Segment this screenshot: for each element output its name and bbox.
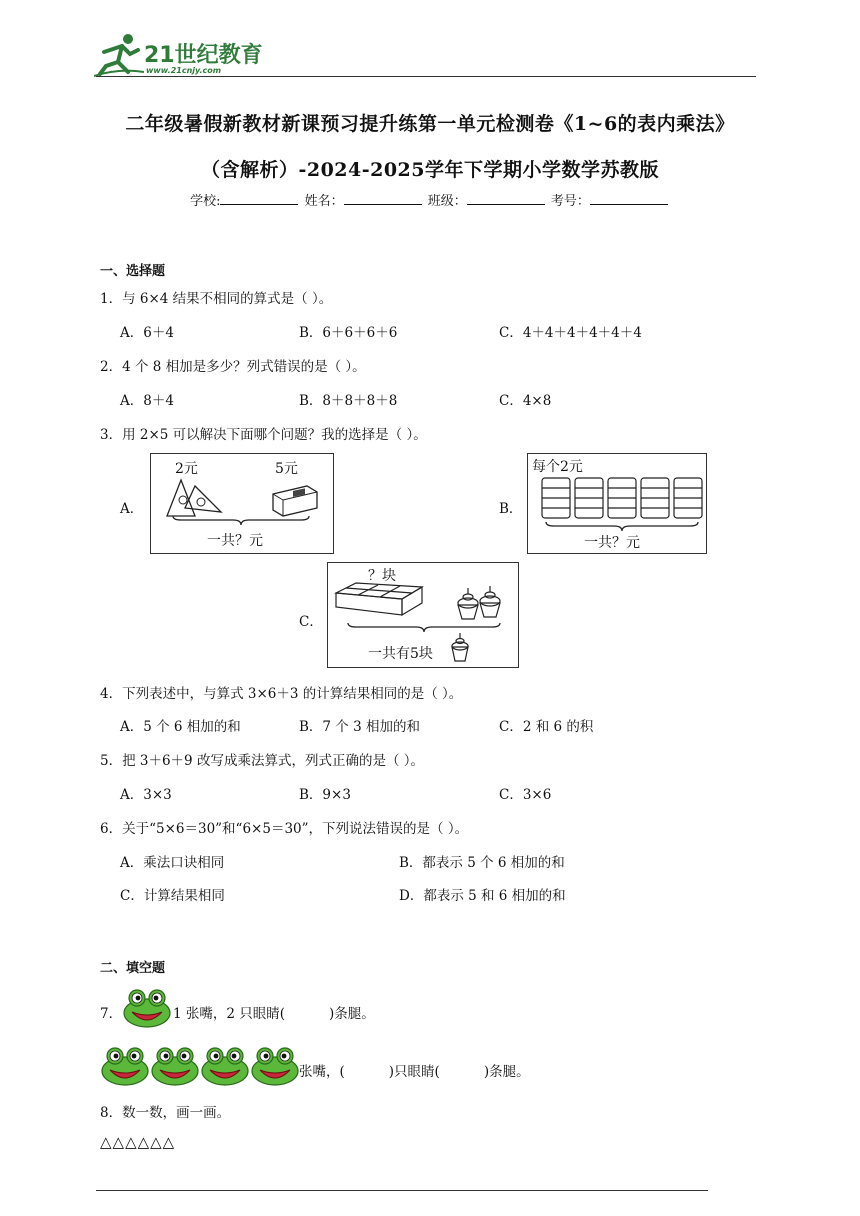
q3-figure-c bbox=[327, 562, 519, 668]
question-7-number: 7． bbox=[100, 1006, 123, 1022]
brace-icon bbox=[171, 514, 311, 526]
page-title-line2: （含解析）-2024-2025学年下学期小学数学苏教版 bbox=[200, 159, 660, 181]
fig-b-caption: 一共？元 bbox=[584, 535, 640, 551]
q4-option-b: B．7 个 3 相加的和 bbox=[299, 719, 420, 735]
logo-brand: 21世纪教育 bbox=[144, 43, 263, 68]
question-2: 2．4 个 8 相加是多少？列式错误的是（ ）。 bbox=[100, 359, 366, 375]
fig-a-caption: 一共？元 bbox=[207, 533, 263, 549]
name-blank bbox=[344, 192, 422, 205]
student-info bbox=[120, 190, 740, 209]
fig-c-caption: 一共有5块 bbox=[368, 646, 433, 662]
frog-icon bbox=[122, 988, 172, 1030]
q5-option-b: B．9×3 bbox=[299, 787, 351, 803]
frog-icon bbox=[100, 1046, 150, 1088]
logo-url: www.21cnjy.com bbox=[146, 66, 222, 75]
q2-option-a: A．8＋4 bbox=[120, 393, 174, 409]
q7-line2 bbox=[299, 1060, 530, 1080]
q3-option-b-label: B． bbox=[499, 501, 523, 517]
name-label: 姓名： bbox=[304, 194, 344, 209]
q5-option-a: A．3×3 bbox=[120, 787, 172, 803]
fig-a-price-2: 5元 bbox=[275, 461, 298, 477]
q7-line2-c: )条腿。 bbox=[483, 1064, 530, 1080]
q7-line1 bbox=[173, 1002, 375, 1022]
q3-figure-b bbox=[527, 453, 707, 554]
header-divider bbox=[96, 76, 756, 77]
q2-option-c: C．4×8 bbox=[499, 393, 552, 409]
q1-option-c: C．4＋4＋4＋4＋4＋4 bbox=[499, 325, 642, 341]
class-label: 班级： bbox=[427, 194, 467, 209]
logo bbox=[94, 32, 264, 78]
q1-option-a: A．6＋4 bbox=[120, 325, 174, 341]
q6-option-a: A．乘法口诀相同 bbox=[120, 855, 225, 871]
question-1: 1．与 6×4 结果不相同的算式是（ ）。 bbox=[100, 291, 333, 307]
boxes-row-icon bbox=[540, 476, 704, 520]
frog-icon bbox=[150, 1046, 200, 1088]
exam-no-blank bbox=[590, 192, 668, 205]
q6-option-c: C．计算结果相同 bbox=[120, 888, 225, 904]
cake-icon bbox=[450, 633, 470, 663]
school-blank bbox=[220, 192, 298, 205]
q6-option-b: B．都表示 5 个 6 相加的和 bbox=[399, 855, 565, 871]
q7-line1-text: 1 张嘴，2 只眼睛( bbox=[173, 1006, 286, 1022]
frog-icon bbox=[250, 1046, 300, 1088]
pencil-sharpener-icon bbox=[269, 482, 321, 518]
q3-option-c-label: C． bbox=[299, 614, 323, 630]
question-3: 3．用 2×5 可以解决下面哪个问题？我的选择是（ ）。 bbox=[100, 427, 427, 443]
fig-a-price-1: 2元 bbox=[175, 461, 198, 477]
q4-option-a: A．5 个 6 相加的和 bbox=[120, 719, 241, 735]
q4-option-c: C．2 和 6 的积 bbox=[499, 719, 594, 735]
brace-icon bbox=[544, 520, 700, 532]
q1-option-b: B．6＋6＋6＋6 bbox=[299, 325, 398, 341]
class-blank bbox=[467, 192, 545, 205]
section-fill-in: 二、填空题 bbox=[100, 961, 166, 976]
q5-option-c: C．3×6 bbox=[499, 787, 552, 803]
brace-icon bbox=[346, 621, 502, 633]
cakes-icon bbox=[454, 585, 502, 621]
q2-option-b: B．8＋8＋8＋8 bbox=[299, 393, 398, 409]
q8-triangles: △△△△△△ bbox=[100, 1133, 176, 1151]
q3-option-a-label: A． bbox=[120, 501, 144, 517]
q7-line1-end: )条腿。 bbox=[329, 1006, 375, 1022]
ruler-set-icon bbox=[165, 478, 225, 518]
q6-option-d: D．都表示 5 和 6 相加的和 bbox=[399, 888, 566, 904]
question-5: 5．把 3＋6＋9 改写成乘法算式，列式正确的是（ ）。 bbox=[100, 753, 424, 769]
fig-c-top: ？块 bbox=[368, 568, 396, 584]
frog-icon bbox=[200, 1046, 250, 1088]
open-box-icon bbox=[334, 579, 424, 619]
q3-figure-a bbox=[150, 453, 334, 554]
footer-divider bbox=[96, 1190, 708, 1191]
q7-line2-b: )只眼睛( bbox=[388, 1064, 440, 1080]
question-6: 6．关于“5×6＝30”和“6×5＝30”，下列说法错误的是（ ）。 bbox=[100, 821, 469, 837]
section-choice: 一、选择题 bbox=[100, 264, 166, 279]
fig-b-top: 每个2元 bbox=[532, 459, 583, 475]
question-4: 4．下列表述中，与算式 3×6＋3 的计算结果相同的是（ ）。 bbox=[100, 686, 463, 702]
page-title-line1: 二年级暑假新教材新课预习提升练第一单元检测卷《1~6的表内乘法》 bbox=[125, 113, 735, 135]
question-8: 8．数一数，画一画。 bbox=[100, 1105, 231, 1121]
school-label: 学校: bbox=[190, 194, 221, 209]
exam-no-label: 考号： bbox=[550, 194, 590, 209]
q7-line2-a: 张嘴，( bbox=[299, 1064, 345, 1080]
runner-logo-icon bbox=[94, 32, 144, 78]
